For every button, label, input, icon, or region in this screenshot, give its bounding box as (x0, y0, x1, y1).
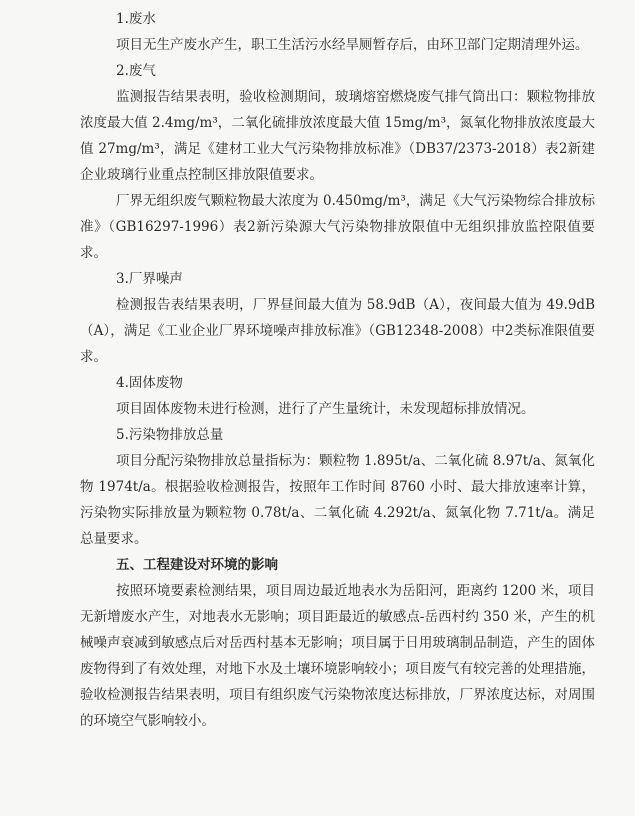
paragraph-environmental-impact: 按照环境要素检测结果，项目周边最近地表水为岳阳河，距离约 1200 米，项目无新增废水产生，对地表水无影响；项目距最近的敏感点-岳西村约 350 米，产生的机械噪声衰减到敏感点后对岳西村基本无影响；项目属于日用玻璃制品制造，产生的固体废物得到了有效处理，对地下水及土壤环境影响较小；项目废气有较完善的处理措施，验收检测报告结果表明，项目有组织废气污染物浓度达标排放，厂界浓度达标，对周围的环境空气影响较小。 (80, 583, 595, 729)
paragraph-wastewater: 项目无生产废水产生，职工生活污水经旱厕暂存后，由环卫部门定期清理外运。 (116, 37, 589, 53)
heading-wastewater: 1.废水 (116, 11, 156, 27)
paragraph-total-emissions: 项目分配污染物排放总量指标为：颗粒物 1.895t/a、二氧化硫 8.97t/a、氮氧化物 1974t/a。根据验收检测报告，按照年工作时间 8760 小时、最大排放速率计算，污染物实际排放量为颗粒物 0.78t/a、二氧化硫 4.292t/a、氮氧化物 7.71t/a。满足总量要求。 (80, 453, 595, 547)
heading-waste-gas: 2.废气 (116, 63, 156, 79)
paragraph-solid-waste: 项目固体废物未进行检测，进行了产生量统计，未发现超标排放情况。 (116, 401, 535, 417)
paragraph-waste-gas-unorganized: 厂界无组织废气颗粒物最大浓度为 0.450mg/m³，满足《大气污染物综合排放标准》（GB16297-1996）表2新污染源大气污染物排放限值中无组织排放监控限值要求。 (80, 193, 595, 261)
heading-solid-waste: 4.固体废物 (116, 375, 183, 391)
heading-noise: 3.厂界噪声 (116, 271, 183, 287)
paragraph-waste-gas-organized: 监测报告结果表明，验收检测期间，玻璃熔窑燃烧废气排气筒出口：颗粒物排放浓度最大值 2.4mg/m³，二氧化硫排放浓度最大值 15mg/m³，氮氧化物排放浓度最大值 27mg/m³，满足《建材工业大气污染物排放标准》（DB37/2373-2018）表2新建企业玻璃行业重点控制区排放限值要求。 (80, 89, 595, 183)
heading-total-emissions: 5.污染物排放总量 (116, 427, 224, 443)
paragraph-noise: 检测报告表结果表明，厂界昼间最大值为 58.9dB（A），夜间最大值为 49.9dB（A），满足《工业企业厂界环境噪声排放标准》（GB12348-2008）中2类标准限值要求。 (80, 297, 595, 365)
heading-environmental-impact: 五、工程建设对环境的影响 (116, 557, 278, 573)
